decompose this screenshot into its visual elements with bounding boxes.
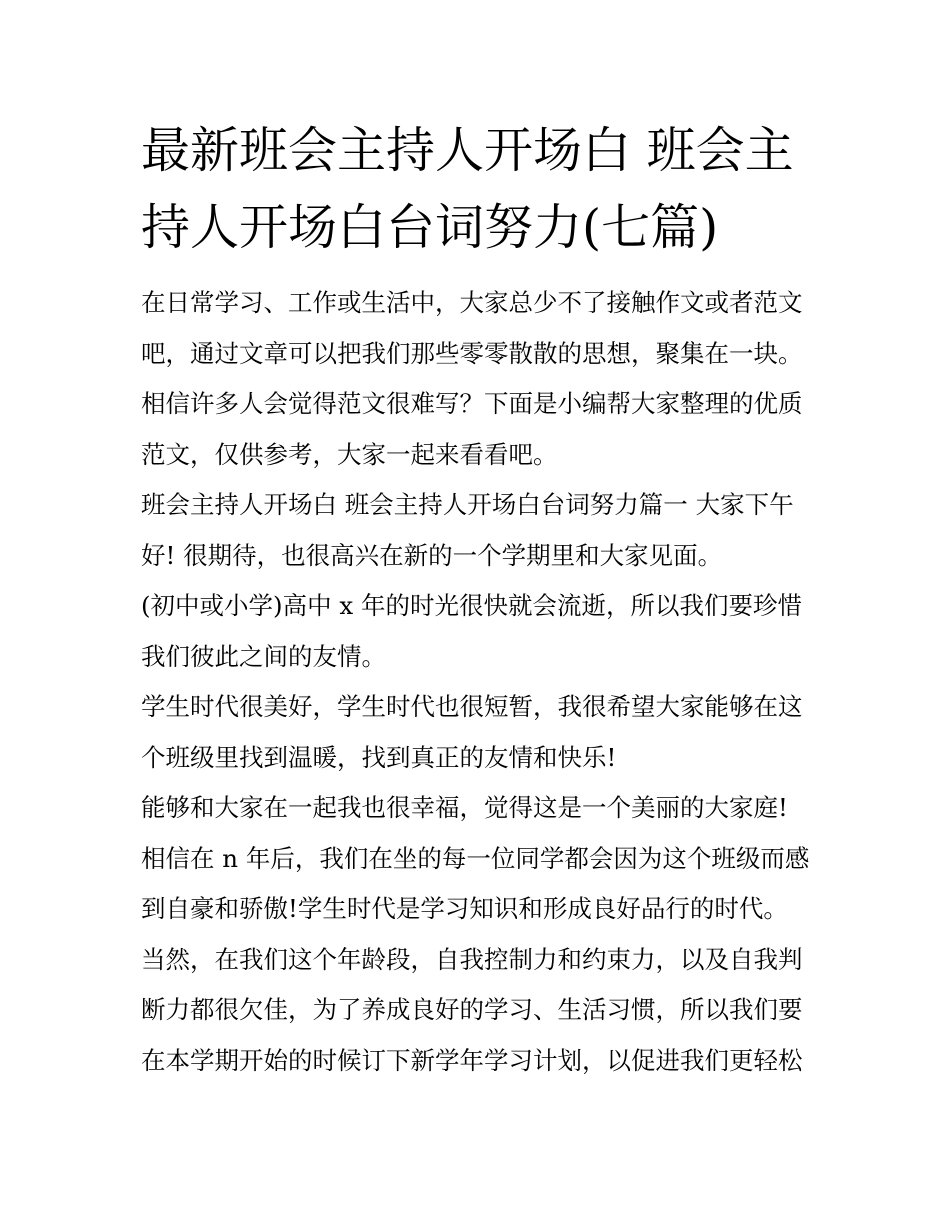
- text-line: (初中或小学)高中 x 年的时光很快就会流逝，所以我们要珍惜: [141, 591, 803, 620]
- paragraph-friendship: [141, 581, 813, 682]
- text-line: 学生时代很美好，学生时代也很短暂，我很希望大家能够在这: [141, 692, 803, 721]
- text-line: 断力都很欠佳，为了养成良好的学习、生活习惯，所以我们要: [141, 995, 803, 1024]
- text-line: 个班级里找到温暖，找到真正的友情和快乐!: [141, 742, 617, 772]
- text-line: 在本学期开始的时候订下新学年学习计划，以促进我们更轻松: [141, 1045, 803, 1075]
- title-line: 持人开场白台词努力(七篇): [141, 199, 719, 256]
- document-title: [141, 112, 813, 266]
- text-line: 班会主持人开场白 班会主持人开场白台词努力篇一 大家下午: [141, 490, 794, 519]
- paragraph-plan: [141, 935, 813, 1087]
- text-line: 相信许多人会觉得范文很难写？下面是小编帮大家整理的优质: [141, 389, 803, 418]
- document-content: [141, 112, 813, 1086]
- paragraph-family: [141, 783, 813, 834]
- text-line: 当然，在我们这个年龄段，自我控制力和约束力，以及自我判: [141, 944, 803, 974]
- document-body: [141, 278, 813, 1086]
- text-line: 相信在 n 年后，我们在坐的每一位同学都会因为这个班级而感: [141, 843, 810, 873]
- title-line: 最新班会主持人开场白 班会主: [141, 122, 794, 179]
- paragraph-greeting: [141, 480, 813, 581]
- text-line: 我们彼此之间的友情。: [141, 641, 386, 671]
- paragraph-student-life: [141, 682, 813, 783]
- paragraph-intro: [141, 278, 813, 480]
- text-line: 好! 很期待，也很高兴在新的一个学期里和大家见面。: [141, 540, 723, 570]
- text-line: 到自豪和骄傲!学生时代是学习知识和形成良好品行的时代。: [141, 894, 788, 923]
- paragraph-pride: [141, 834, 813, 935]
- text-line: 吧，通过文章可以把我们那些零零散散的思想，聚集在一块。: [141, 338, 803, 368]
- text-line: 能够和大家在一起我也很幸福，觉得这是一个美丽的大家庭!: [141, 793, 788, 822]
- text-line: 在日常学习、工作或生活中，大家总少不了接触作文或者范文: [141, 288, 803, 317]
- text-line: 范文，仅供参考，大家一起来看看吧。: [141, 439, 558, 469]
